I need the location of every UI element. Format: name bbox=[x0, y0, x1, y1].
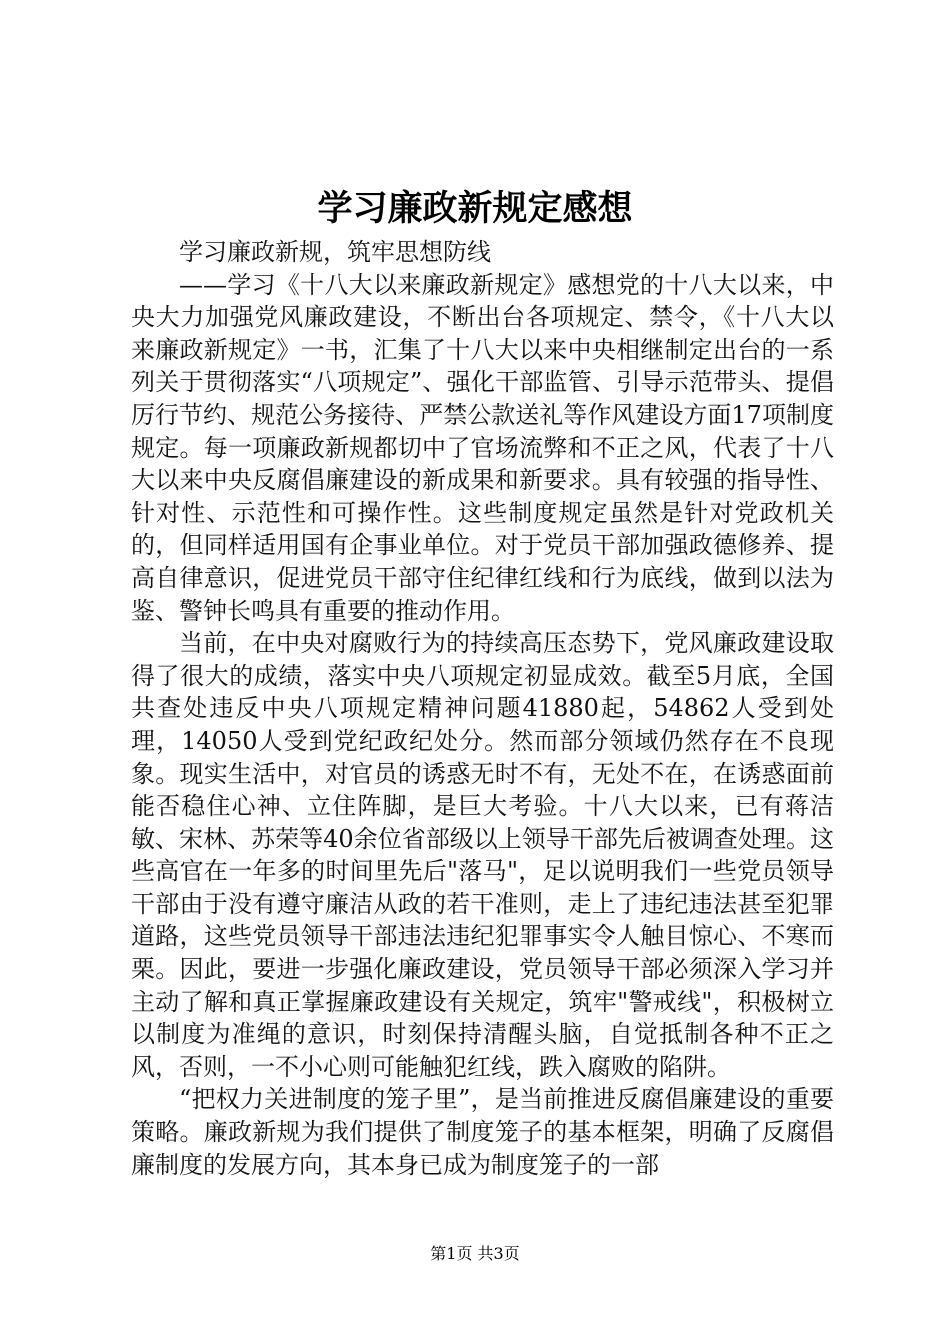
subtitle-paragraph: 学习廉政新规，筑牢思想防线 bbox=[179, 238, 491, 266]
page-footer: 第1页 共3页 bbox=[430, 1244, 520, 1263]
body-paragraph: “把权力关进制度的笼子里”，是当前推进反腐倡廉建设的重要策略。廉政新规为我们提供了制度笼子的基本框架，明确了反腐倡廉制度的发展方向，其本身已成为制度笼子的一部 bbox=[131, 1085, 834, 1179]
document-body bbox=[131, 236, 834, 1181]
document-title: 学习廉政新规定感想 bbox=[317, 188, 633, 229]
body-paragraph: ——学习《十八大以来廉政新规定》感想党的十八大以来，中央大力加强党风廉政建设，不断出台各项规定、禁令，《十八大以来廉政新规定》一书，汇集了十八大以来中央相继制定出台的一系列关于贯彻落实“八项规定”、强化干部监管、引导示范带头、提倡厉行节约、规范公务接待、严禁公款送礼等作风建设方面17项制度规定。每一项廉政新规都切中了官场流弊和不正之风，代表了十八大以来中央反腐倡廉建设的新成果和新要求。具有较强的指导性、针对性、示范性和可操作性。这些制度规定虽然是针对党政机关的，但同样适用国有企事业单位。对于党员干部加强政德修养、提高自律意识，促进党员干部守住纪律红线和行为底线，做到以法为鉴、警钟长鸣具有重要的推动作用。 bbox=[131, 270, 834, 625]
body-paragraph: 当前，在中央对腐败行为的持续高压态势下，党风廉政建设取得了很大的成绩，落实中央八项规定初显成效。截至5月底，全国共查处违反中央八项规定精神问题41880起，54862人受到处理，14050人受到党纪政纪处分。然而部分领域仍然存在不良现象。现实生活中，对官员的诱惑无时不有，无处不在，在诱惑面前能否稳住心神、立住阵脚，是巨大考验。十八大以来，已有蒋洁敏、宋林、苏荣等40余位省部级以上领导干部先后被调查处理。这些高官在一年多的时间里先后"落马"，足以说明我们一些党员领导干部由于没有遵守廉洁从政的若干准则，走上了违纪违法甚至犯罪道路，这些党员领导干部违法违纪犯罪事实令人触目惊心、不寒而栗。因此，要进一步强化廉政建设，党员领导干部必须深入学习并主动了解和真正掌握廉政建设有关规定，筑牢"警戒线"，积极树立以制度为准绳的意识，时刻保持清醒头脑，自觉抵制各种不正之风，否则，一不小心则可能触犯红线，跌入腐败的陷阱。 bbox=[131, 629, 834, 1081]
